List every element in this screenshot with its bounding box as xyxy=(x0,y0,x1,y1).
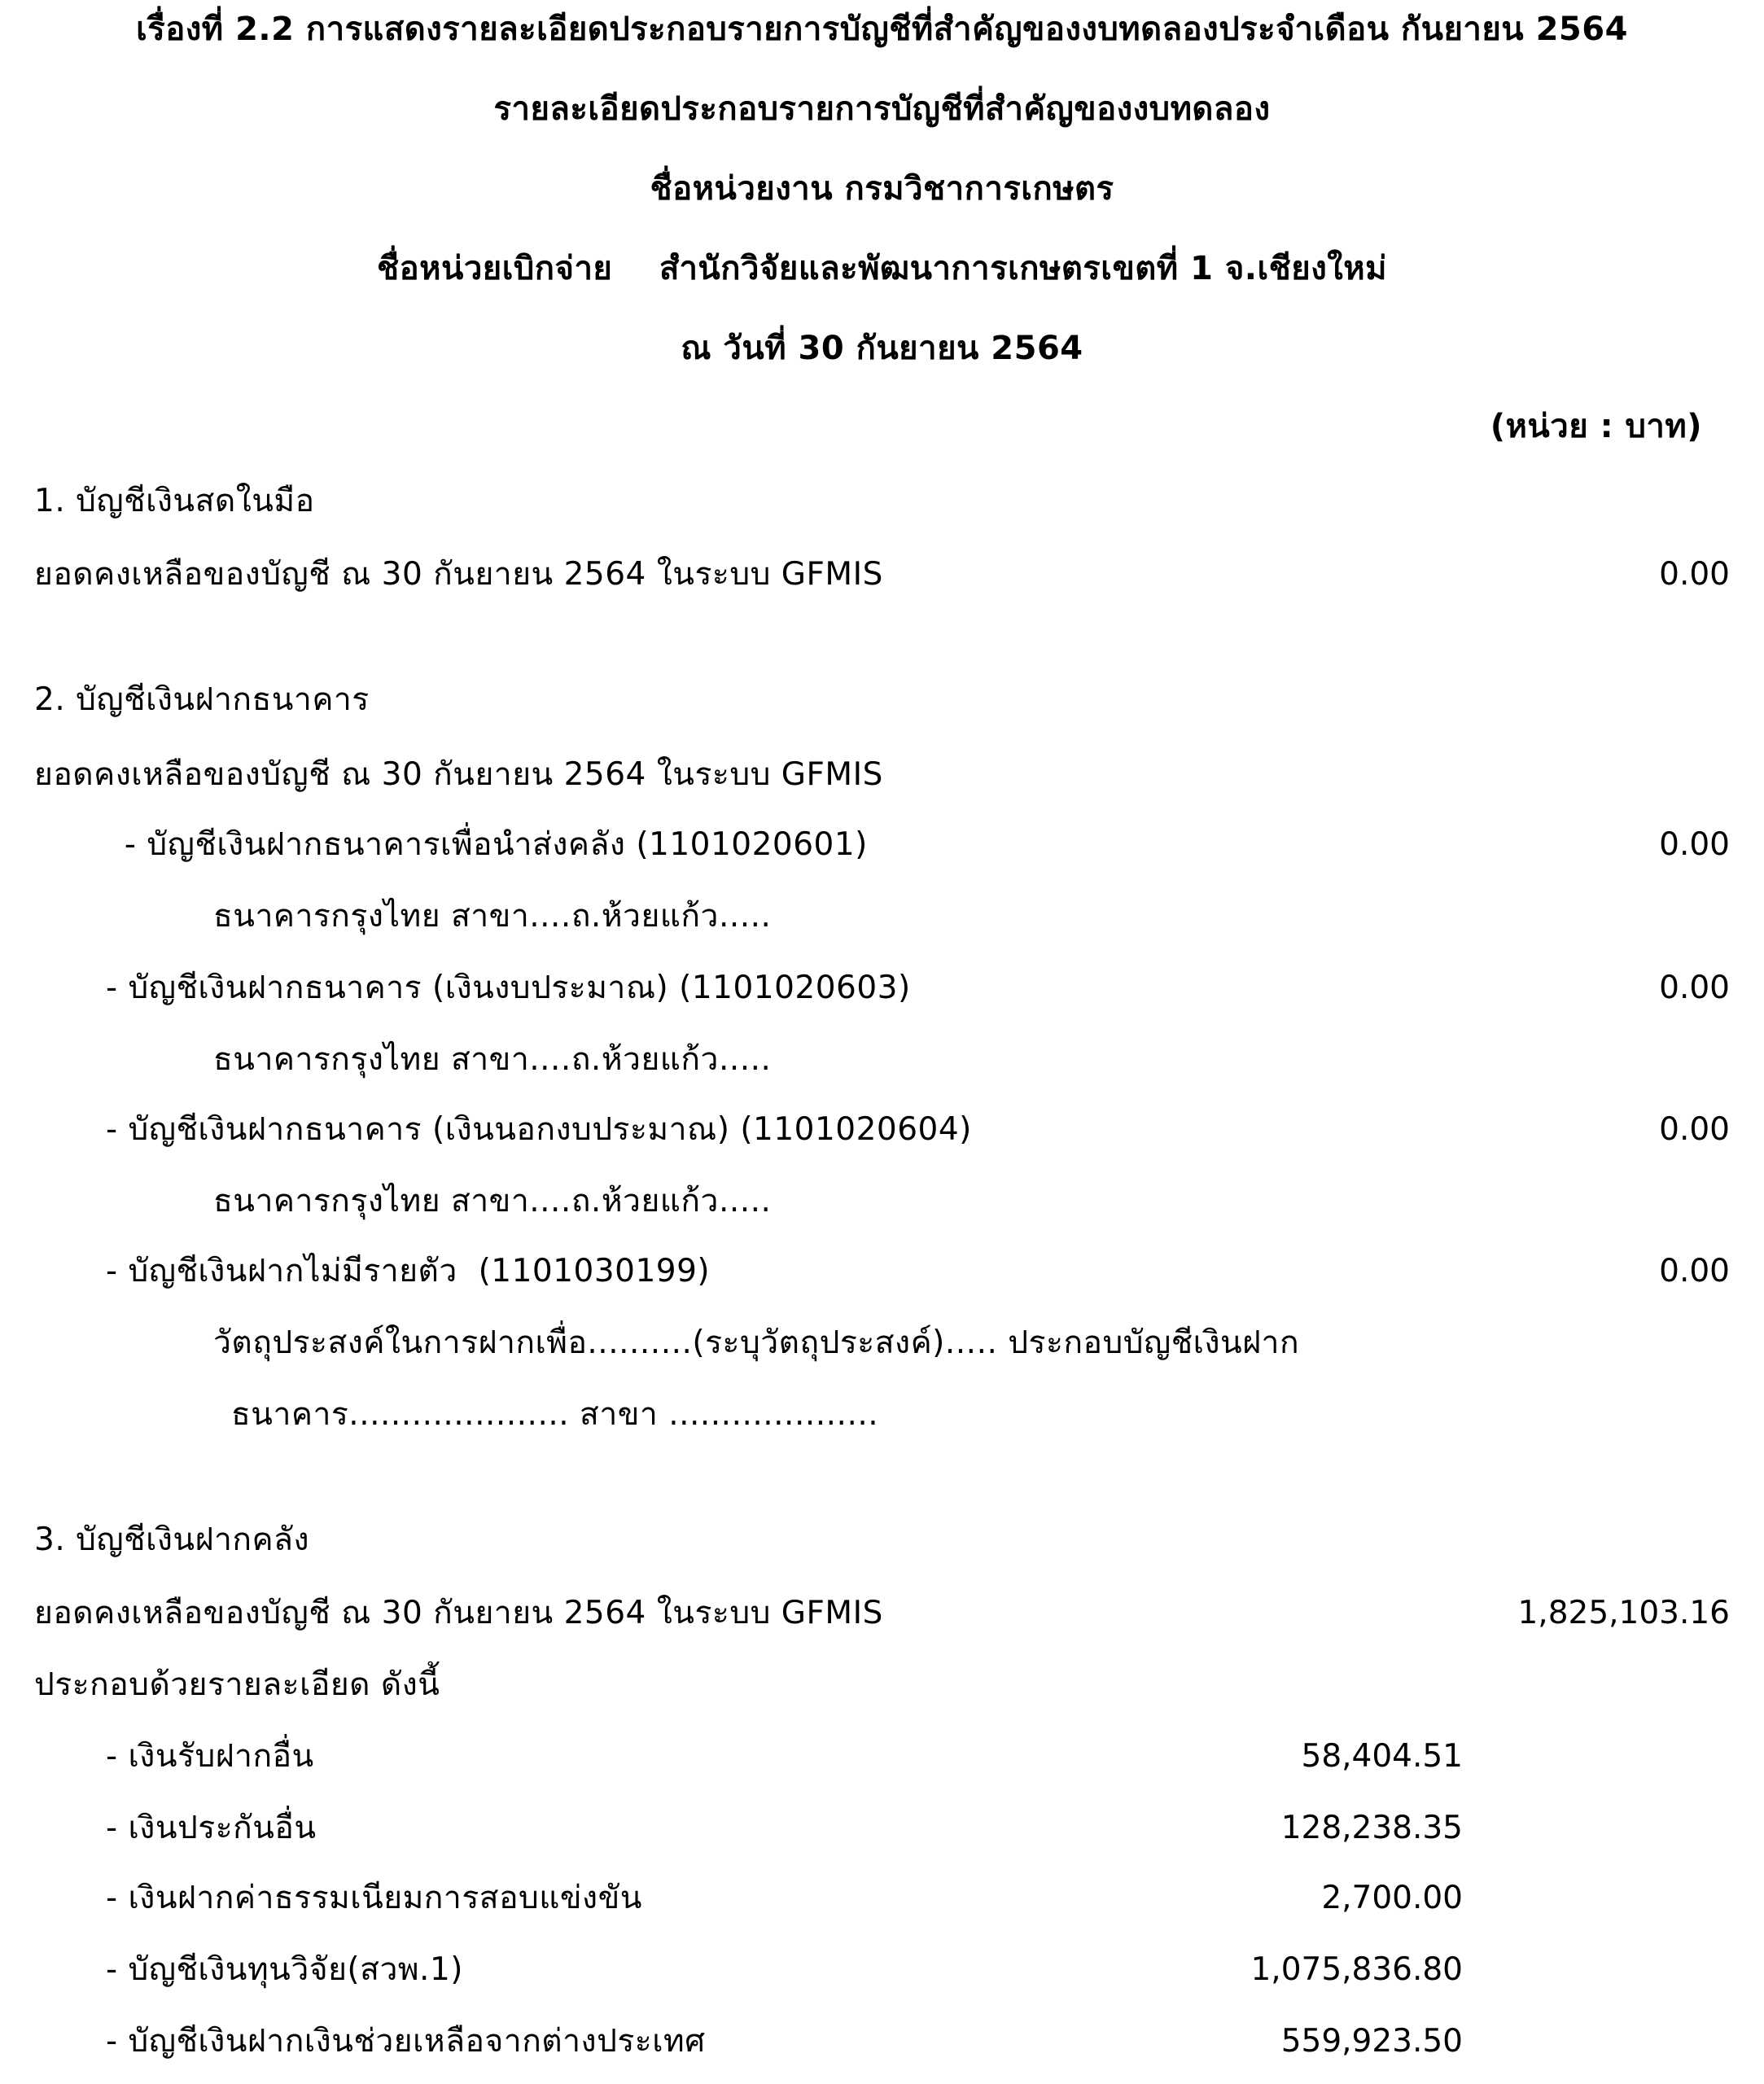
section2-title: 2. บัญชีเงินฝากธนาคาร xyxy=(34,681,370,718)
document-subtitle: รายละเอียดประกอบรายการบัญชีที่สำคัญของงบทดลอง xyxy=(493,90,1271,128)
disbursing-unit: ชื่อหน่วยเบิกจ่าย สำนักวิจัยและพัฒนาการเกษตรเขตที่ 1 จ.เชียงใหม่ xyxy=(376,250,1388,287)
bank-account-value: 0.00 xyxy=(1659,1253,1730,1289)
section1-balance-label: ยอดคงเหลือของบัญชี ณ 30 กันยายน 2564 ในระบบ GFMIS xyxy=(34,556,883,593)
bank-account-note: ธนาคารกรุงไทย สาขา....ถ.ห้วยแก้ว..... xyxy=(213,1041,772,1078)
bank-account-note: วัตถุประสงค์ในการฝากเพื่อ..........(ระบุวัตถุประสงค์)..... ประกอบบัญชีเงินฝาก xyxy=(213,1324,1300,1361)
unit-label: (หน่วย : บาท) xyxy=(1490,408,1702,445)
section3-balance-value: 1,825,103.16 xyxy=(1517,1595,1730,1631)
treasury-item-value: 559,923.50 xyxy=(1280,2023,1463,2060)
treasury-item-value: 58,404.51 xyxy=(1301,1738,1463,1775)
bank-account-label: - บัญชีเงินฝากไม่มีรายตัว (1101030199) xyxy=(106,1253,711,1289)
section2-balance-label: ยอดคงเหลือของบัญชี ณ 30 กันยายน 2564 ในระบบ GFMIS xyxy=(34,756,883,793)
treasury-item-value: 128,238.35 xyxy=(1280,1810,1463,1846)
treasury-item-label: - บัญชีเงินทุนวิจัย(สวพ.1) xyxy=(106,1951,463,1988)
bank-account-label: - บัญชีเงินฝากธนาคารเพื่อนำส่งคลัง (1101020601) xyxy=(114,826,868,863)
section3-balance-label: ยอดคงเหลือของบัญชี ณ 30 กันยายน 2564 ในระบบ GFMIS xyxy=(34,1595,883,1631)
bank-account-note: ธนาคารกรุงไทย สาขา....ถ.ห้วยแก้ว..... xyxy=(213,898,772,935)
treasury-item-value: 1,075,836.80 xyxy=(1250,1951,1463,1988)
bank-account-value: 0.00 xyxy=(1659,826,1730,863)
bank-account-note: ธนาคาร..................... สาขา .................... xyxy=(231,1396,879,1433)
bank-account-label: - บัญชีเงินฝากธนาคาร (เงินนอกงบประมาณ) (1101020604) xyxy=(106,1111,972,1148)
as-of-date: ณ วันที่ 30 กันยายน 2564 xyxy=(681,330,1083,367)
bank-account-note: ธนาคารกรุงไทย สาขา....ถ.ห้วยแก้ว..... xyxy=(213,1183,772,1219)
treasury-item-label: - บัญชีเงินฝากเงินช่วยเหลือจากต่างประเทศ xyxy=(106,2023,706,2060)
bank-account-value: 0.00 xyxy=(1659,1111,1730,1148)
section3-detail-label: ประกอบด้วยรายละเอียด ดังนี้ xyxy=(34,1666,440,1703)
treasury-item-label: - เงินประกันอื่น xyxy=(106,1810,317,1846)
section1-balance-value: 0.00 xyxy=(1659,556,1730,593)
treasury-item-label: - เงินฝากค่าธรรมเนียมการสอบแข่งขัน xyxy=(106,1880,642,1916)
bank-account-value: 0.00 xyxy=(1659,970,1730,1006)
section1-title: 1. บัญชีเงินสดในมือ xyxy=(34,483,315,519)
agency-name: ชื่อหน่วยงาน กรมวิชาการเกษตร xyxy=(650,170,1114,208)
treasury-item-value: 2,700.00 xyxy=(1321,1880,1463,1916)
treasury-item-label: - เงินรับฝากอื่น xyxy=(106,1738,314,1775)
document-topic: เรื่องที่ 2.2 การแสดงรายละเอียดประกอบรายการบัญชีที่สำคัญของงบทดลองประจำเดือน กันยายน 2564 xyxy=(136,11,1628,48)
section3-title: 3. บัญชีเงินฝากคลัง xyxy=(34,1521,309,1558)
bank-account-label: - บัญชีเงินฝากธนาคาร (เงินงบประมาณ) (1101020603) xyxy=(106,970,911,1006)
